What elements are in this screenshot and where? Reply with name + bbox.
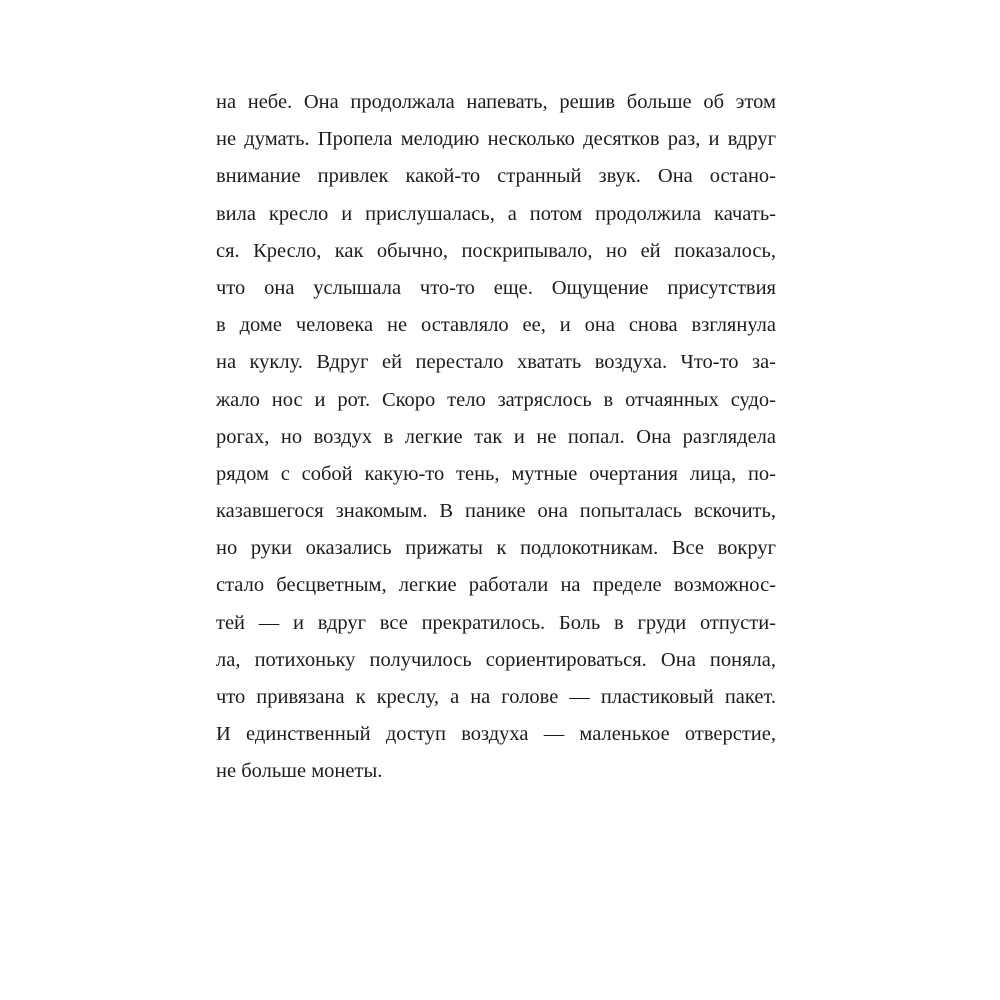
text-line: тей — и вдруг все прекратилось. Боль в груди отпусти- [216,611,776,634]
text-line-last: не больше монеты. [216,760,383,783]
text-line: вила кресло и прислушалась, а потом продолжила качать- [216,202,776,225]
text-line: что привязана к креслу, а на голове — пластиковый пакет. [216,686,776,708]
text-line: в доме человека не оставляло ее, и она снова взглянула [216,314,776,337]
text-line: казавшегося знакомым. В панике она попыталась вскочить, [216,500,776,523]
text-line: жало нос и рот. Скоро тело затряслось в отчаянных судо- [216,388,776,411]
text-line: рогах, но воздух в легкие так и не попал. Она разглядела [216,425,776,448]
text-line: что она услышала что-то еще. Ощущение присутствия [216,276,776,299]
text-line: но руки оказались прижаты к подлокотникам. Все вокруг [216,537,776,560]
text-line: ла, потихоньку получилось сориентироваться. Она поняла, [216,648,776,671]
text-line: ся. Кресло, как обычно, поскрипывало, но ей показалось, [216,239,776,262]
text-line: И единственный доступ воздуха — маленькое отверстие, [216,723,776,746]
text-line: рядом с собой какую-то тень, мутные очертания лица, по- [216,462,776,485]
text-line: на куклу. Вдруг ей перестало хватать воздуха. Что-то за- [216,351,776,374]
text-line: не думать. Пропела мелодию несколько десятков раз, и вдруг [216,128,776,151]
text-line: на небе. Она продолжала напевать, решив больше об этом [216,91,776,113]
text-line: стало бесцветным, легкие работали на пределе возможнос- [216,574,776,597]
text-line: внимание привлек какой-то странный звук. Она останo- [216,165,776,188]
body-text [216,84,776,791]
